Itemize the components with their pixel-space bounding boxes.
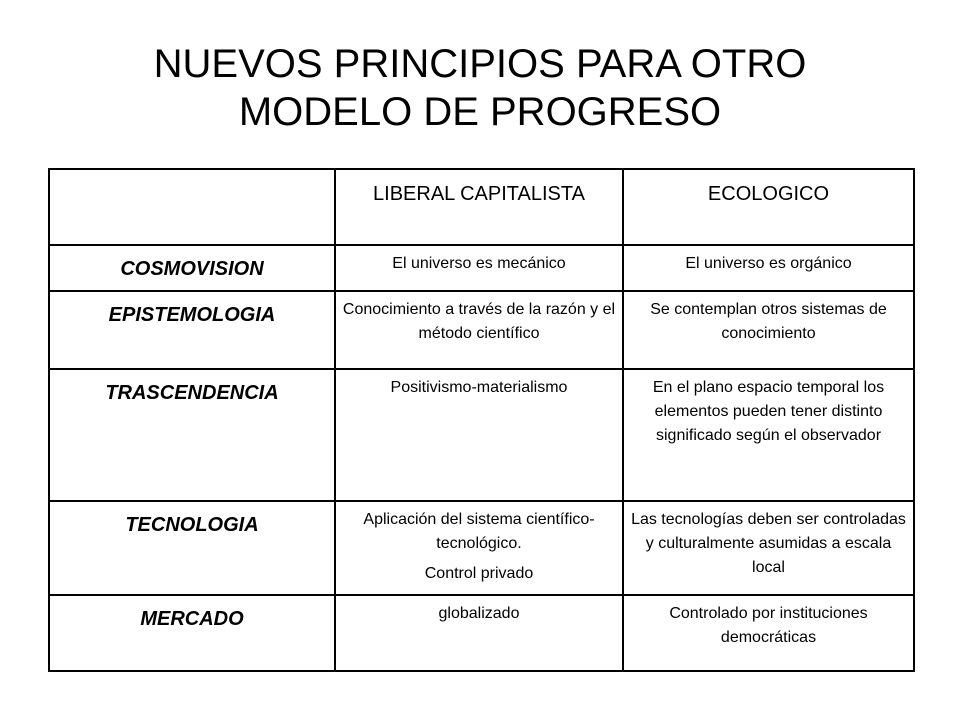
liberal-cell bbox=[335, 595, 623, 671]
column-header-liberal-capitalista: LIBERAL CAPITALISTA bbox=[335, 169, 623, 245]
table-header-row bbox=[49, 169, 914, 245]
cell-text: Positivismo-materialismo bbox=[390, 379, 568, 396]
liberal-cell bbox=[335, 245, 623, 291]
ecologico-cell bbox=[623, 501, 914, 595]
cell-text: Se contemplan otros sistemas de conocimiento bbox=[650, 301, 887, 342]
slide-title-line-1: NUEVOS PRINCIPIOS PARA OTRO bbox=[153, 42, 807, 86]
cell-text: En el plano espacio temporal los elementos pueden tener distinto significado según el observador bbox=[652, 379, 885, 444]
ecologico-cell bbox=[623, 595, 914, 671]
row-label: MERCADO bbox=[49, 595, 335, 671]
liberal-cell bbox=[335, 501, 623, 595]
row-label: TECNOLOGIA bbox=[49, 501, 335, 595]
column-header-ecologico: ECOLOGICO bbox=[623, 169, 914, 245]
table-row bbox=[49, 501, 914, 595]
ecologico-cell bbox=[623, 291, 914, 369]
cell-text: El universo es mecánico bbox=[392, 255, 566, 272]
cell-text: Las tecnologías deben ser controladas y culturalmente asumidas a escala local bbox=[631, 511, 906, 576]
table-row bbox=[49, 595, 914, 671]
table-row bbox=[49, 245, 914, 291]
cell-text: El universo es orgánico bbox=[685, 255, 852, 272]
liberal-cell bbox=[335, 291, 623, 369]
cell-text: globalizado bbox=[438, 605, 520, 622]
cell-text: Aplicación del sistema científico- tecnológico. bbox=[363, 511, 595, 552]
row-label: EPISTEMOLOGIA bbox=[49, 291, 335, 369]
liberal-cell bbox=[335, 369, 623, 501]
cell-text: Control privado bbox=[424, 565, 534, 582]
table-body bbox=[49, 169, 914, 671]
ecologico-cell bbox=[623, 369, 914, 501]
slide-title bbox=[0, 40, 960, 136]
corner-cell bbox=[49, 169, 335, 245]
row-label: TRASCENDENCIA bbox=[49, 369, 335, 501]
table-row bbox=[49, 291, 914, 369]
slide-title-line-2: MODELO DE PROGRESO bbox=[238, 90, 722, 134]
comparison-table bbox=[48, 168, 915, 672]
cell-text: Conocimiento a través de la razón y el método científico bbox=[342, 301, 616, 342]
cell-text: Controlado por instituciones democráticas bbox=[669, 605, 868, 646]
row-label: COSMOVISION bbox=[49, 245, 335, 291]
ecologico-cell bbox=[623, 245, 914, 291]
table-row bbox=[49, 369, 914, 501]
